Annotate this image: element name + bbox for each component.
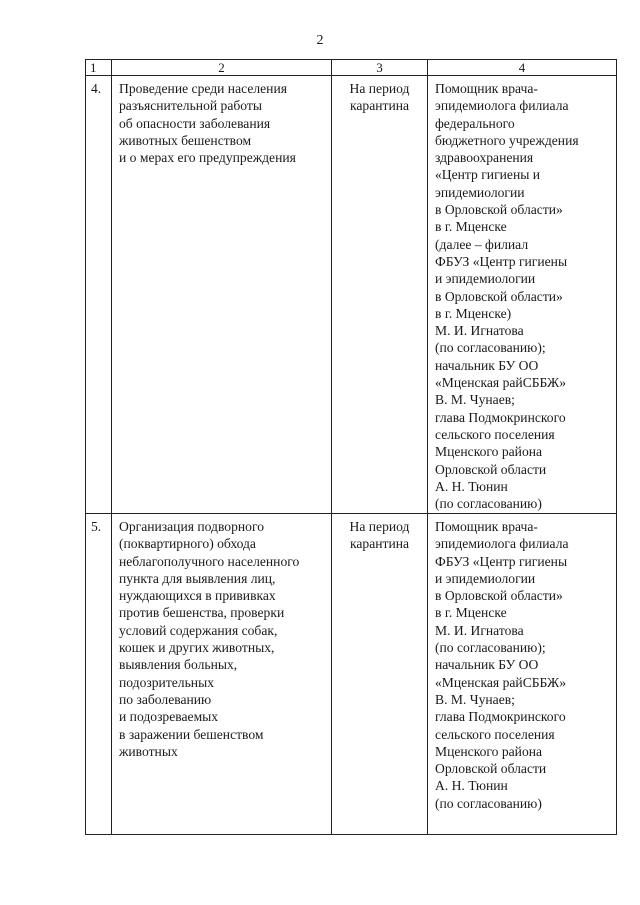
- text-line: против бешенства, проверки: [119, 605, 285, 621]
- text-line: «Мценская райСББЖ»: [435, 674, 567, 690]
- text-line: (по согласованию): [435, 795, 542, 811]
- text-line: по заболеванию: [119, 691, 212, 707]
- text-line: ФБУЗ «Центр гигиены: [435, 553, 568, 569]
- text-line: (поквартирного) обхода: [119, 536, 256, 552]
- text-line: На период: [349, 81, 410, 96]
- text-line: и подозреваемых: [119, 709, 219, 725]
- text-line: «Центр гигиены и: [435, 167, 541, 183]
- text-line: и эпидемиологии: [435, 271, 536, 287]
- text-line: сельского поселения: [435, 726, 555, 742]
- text-line: сельского поселения: [435, 426, 555, 442]
- text-line: разъяснительной работы: [119, 98, 262, 114]
- text-line: неблагополучного населенного: [119, 553, 300, 569]
- text-line: Мценского района: [435, 444, 543, 460]
- text-line: начальник БУ ОО: [435, 357, 539, 373]
- text-line: Орловской области: [435, 761, 547, 777]
- responsible-cell: [428, 514, 617, 835]
- text-line: В. М. Чунаев;: [435, 691, 515, 707]
- activity-cell: [112, 514, 332, 835]
- text-line: животных: [119, 743, 178, 759]
- text-line: животных бешенством: [119, 132, 252, 148]
- page-number: 2: [316, 33, 324, 48]
- text-line: в г. Мценске: [435, 219, 507, 235]
- text-line: кошек и других животных,: [119, 640, 275, 656]
- text-line: об опасности заболевания: [119, 115, 271, 131]
- text-line: Проведение среди населения: [119, 81, 287, 96]
- text-line: ФБУЗ «Центр гигиены: [435, 253, 568, 269]
- text-line: (по согласованию);: [435, 340, 546, 356]
- row-number: 4.: [86, 76, 112, 514]
- text-line: бюджетного учреждения: [435, 132, 579, 148]
- text-line: и о мерах его предупреждения: [119, 150, 296, 166]
- text-line: (по согласованию): [435, 496, 542, 512]
- text-line: здравоохранения: [435, 150, 534, 166]
- table-row: [86, 76, 617, 514]
- text-line: М. И. Игнатова: [435, 323, 524, 339]
- text-line: А. Н. Тюнин: [435, 778, 508, 794]
- text-line: Орловской области: [435, 461, 547, 477]
- text-line: Помощник врача-: [435, 81, 538, 96]
- text-line: (по согласованию);: [435, 640, 546, 656]
- header-col-1: 1: [86, 60, 112, 76]
- text-line: М. И. Игнатова: [435, 622, 524, 638]
- table-row: [86, 514, 617, 835]
- activity-cell: [112, 76, 332, 514]
- text-line: «Мценская райСББЖ»: [435, 375, 567, 391]
- text-line: карантина: [349, 536, 410, 552]
- text-line: в Орловской области»: [435, 202, 563, 218]
- text-line: федерального: [435, 115, 515, 131]
- text-line: подозрительных: [119, 674, 214, 690]
- text-line: (далее – филиал: [435, 236, 529, 252]
- period-cell: [332, 76, 428, 514]
- table-header-row: [86, 60, 617, 76]
- text-line: и эпидемиологии: [435, 570, 536, 586]
- header-col-4: 4: [428, 60, 617, 76]
- header-col-3: 3: [332, 60, 428, 76]
- text-line: эпидемиологии: [435, 184, 525, 200]
- text-line: карантина: [349, 98, 410, 114]
- text-line: глава Подмокринского: [435, 409, 566, 425]
- text-line: пункта для выявления лиц,: [119, 570, 276, 586]
- text-line: В. М. Чунаев;: [435, 392, 515, 408]
- text-line: начальник БУ ОО: [435, 657, 539, 673]
- text-line: нуждающихся в прививках: [119, 588, 276, 604]
- text-line: На период: [349, 519, 410, 534]
- text-line: А. Н. Тюнин: [435, 478, 508, 494]
- measures-table: [85, 59, 617, 835]
- text-line: в Орловской области»: [435, 588, 563, 604]
- text-line: в г. Мценске: [435, 605, 507, 621]
- text-line: в заражении бешенством: [119, 726, 264, 742]
- text-line: эпидемиолога филиала: [435, 536, 569, 552]
- text-line: выявления больных,: [119, 657, 238, 673]
- text-line: Помощник врача-: [435, 519, 538, 534]
- row-number: 5.: [86, 514, 112, 835]
- text-line: в г. Мценске): [435, 305, 512, 321]
- text-line: Мценского района: [435, 743, 543, 759]
- text-line: глава Подмокринского: [435, 709, 566, 725]
- text-line: в Орловской области»: [435, 288, 563, 304]
- header-col-2: 2: [112, 60, 332, 76]
- text-line: эпидемиолога филиала: [435, 98, 569, 114]
- text-line: условий содержания собак,: [119, 622, 278, 638]
- period-cell: [332, 514, 428, 835]
- responsible-cell: [428, 76, 617, 514]
- text-line: Организация подворного: [119, 519, 264, 534]
